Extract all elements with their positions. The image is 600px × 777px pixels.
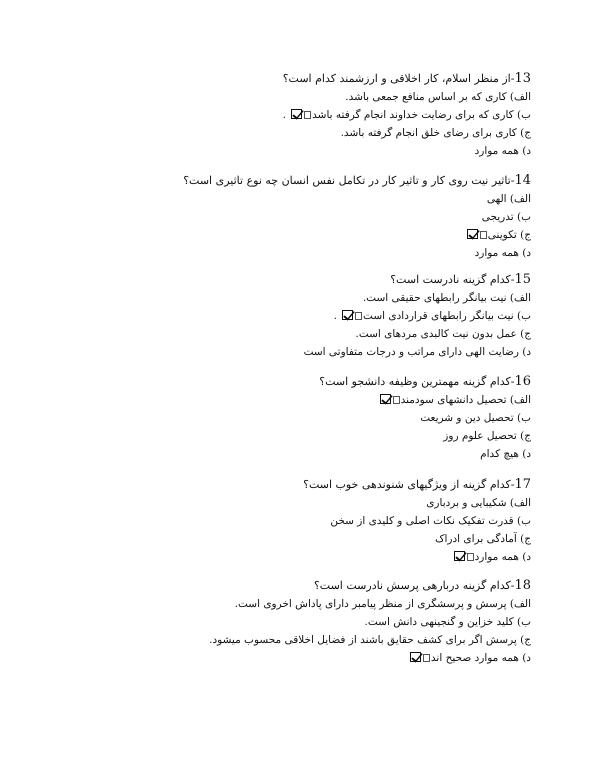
option-label: ج) آمادگی برای ادراک (435, 533, 531, 545)
option[interactable] (91, 530, 531, 548)
option[interactable] (91, 190, 531, 208)
question-13 (91, 70, 531, 160)
option-selected[interactable] (91, 391, 531, 409)
option-label: ب) تدریجی (481, 211, 531, 223)
option[interactable] (91, 325, 531, 343)
option[interactable] (91, 595, 531, 613)
question-text: -کدام گزینه نادرست است؟ (390, 273, 515, 286)
question-15 (91, 271, 531, 361)
option[interactable] (91, 631, 531, 649)
option-selected[interactable] (91, 226, 531, 244)
option-label: د) همه موارد (474, 551, 531, 563)
option-label: الف) پرسش و پرسشگری از منظر پیامبر دارای پاداش اخروی است. (234, 598, 531, 610)
question-number: 18 (514, 578, 531, 593)
checkmark-icon (342, 310, 353, 320)
option-label: الف) الهی (486, 193, 531, 205)
option-label: الف) تحصیل دانشهای سودمند (400, 394, 531, 406)
option-selected[interactable] (91, 548, 531, 566)
question-18 (91, 577, 531, 667)
checkmark-icon (410, 652, 421, 662)
option-selected[interactable] (91, 307, 531, 325)
question-text: -کدام گزینه دربارهی پرسش نادرست است؟ (313, 579, 515, 592)
checkmark-icon (467, 229, 478, 239)
option-selected[interactable] (91, 106, 531, 124)
option-label: ج) عمل بدون نیت کالبدی مردهای است. (355, 328, 531, 340)
question-title (91, 577, 531, 595)
option-label: د) همه موارد (474, 247, 531, 259)
option-suffix: . (282, 109, 287, 121)
question-number: 13 (514, 71, 531, 86)
option-label: الف) نیت بیانگر رابطهای حقیقی است. (362, 292, 531, 304)
option[interactable] (91, 124, 531, 142)
checkbox-icon (480, 231, 487, 239)
option[interactable] (91, 494, 531, 512)
checkmark-icon (291, 109, 302, 119)
option[interactable] (91, 427, 531, 445)
option-suffix: . (333, 310, 338, 322)
option-selected[interactable] (91, 649, 531, 667)
option-label: الف) کاری که بر اساس منافع جمعی باشد. (345, 91, 531, 103)
question-16 (91, 373, 531, 463)
question-title (91, 476, 531, 494)
question-14 (91, 172, 531, 262)
option-label: د) رضایت الهی دارای مراتب و درجات متفاوتی است (303, 346, 531, 358)
question-number: 15 (514, 272, 531, 287)
question-17 (91, 476, 531, 566)
option-label: د) هیچ کدام (480, 448, 531, 460)
option[interactable] (91, 512, 531, 530)
option-label: د) همه موارد (474, 145, 531, 157)
option-label: الف) شکیبایی و بردباری (426, 497, 531, 509)
option-label: ب) کاری که برای رضایت خداوند انجام گرفته باشد (312, 109, 531, 121)
question-text: -کدام گزینه از ویژگیهای شنوندهی خوب است؟ (303, 478, 515, 491)
option-label: د) همه موارد صحیح اند (430, 652, 531, 664)
question-title (91, 70, 531, 88)
option[interactable] (91, 445, 531, 463)
question-title (91, 172, 531, 190)
option[interactable] (91, 244, 531, 262)
checkbox-icon (355, 312, 362, 320)
checkmark-icon (454, 551, 465, 561)
option-label: ب) تحصیل دین و شریعت (420, 412, 531, 424)
question-number: 16 (514, 374, 531, 389)
question-text: -از منظر اسلام، کار اخلاقی و ارزشمند کدام است؟ (282, 72, 515, 85)
option-label: ج) پرسش اگر برای کشف حقایق باشند از فضایل اخلاقی محسوب میشود. (209, 634, 531, 646)
option[interactable] (91, 88, 531, 106)
option[interactable] (91, 142, 531, 160)
checkbox-icon (467, 553, 474, 561)
option[interactable] (91, 409, 531, 427)
question-text: -تاثیر نیت روی کار و تاثیر کار در تکامل نفس انسان چه نوع تاثیری است؟ (183, 174, 515, 187)
option[interactable] (91, 208, 531, 226)
checkbox-icon (423, 654, 430, 662)
option[interactable] (91, 289, 531, 307)
question-title (91, 271, 531, 289)
option-label: ج) کاری برای رضای خلق انجام گرفته باشد. (340, 127, 531, 139)
checkmark-icon (380, 394, 391, 404)
question-title (91, 373, 531, 391)
option-label: ب) کلید خزاین و گنجینهی دانش است. (364, 616, 531, 628)
question-number: 17 (514, 477, 531, 492)
option-label: ج) تکوینی (487, 229, 531, 241)
question-number: 14 (514, 173, 531, 188)
option-label: ب) نیت بیانگر رابطهای قراردادی است (363, 310, 531, 322)
question-text: -کدام گزینه مهمترین وظیفه دانشجو است؟ (319, 375, 515, 388)
checkbox-icon (393, 396, 400, 404)
option[interactable] (91, 343, 531, 361)
option[interactable] (91, 613, 531, 631)
option-label: ج) تحصیل علوم روز (443, 430, 531, 442)
option-label: ب) قدرت تفکیک نکات اصلی و کلیدی از سخن (330, 515, 531, 527)
checkbox-icon (304, 111, 311, 119)
